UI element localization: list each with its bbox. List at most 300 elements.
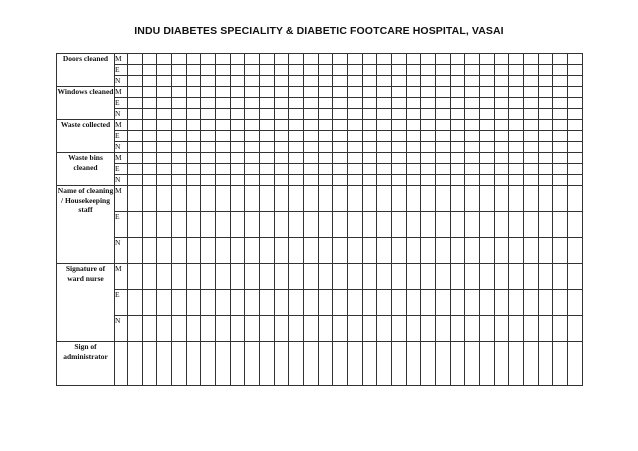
day-cell[interactable]	[568, 264, 583, 290]
day-cell[interactable]	[274, 175, 289, 186]
day-cell[interactable]	[406, 65, 421, 76]
day-cell[interactable]	[186, 290, 201, 316]
day-cell[interactable]	[553, 264, 568, 290]
day-cell[interactable]	[421, 175, 436, 186]
day-cell[interactable]	[216, 316, 231, 342]
day-cell[interactable]	[157, 186, 172, 212]
day-cell[interactable]	[377, 54, 392, 65]
day-cell[interactable]	[494, 186, 509, 212]
day-cell[interactable]	[553, 54, 568, 65]
day-cell[interactable]	[274, 290, 289, 316]
day-cell[interactable]	[318, 98, 333, 109]
day-cell[interactable]	[348, 109, 363, 120]
day-cell[interactable]	[392, 290, 407, 316]
day-cell[interactable]	[362, 87, 377, 98]
day-cell[interactable]	[348, 153, 363, 164]
day-cell[interactable]	[465, 76, 480, 87]
day-cell[interactable]	[142, 98, 157, 109]
day-cell[interactable]	[494, 264, 509, 290]
day-cell[interactable]	[450, 65, 465, 76]
day-cell[interactable]	[318, 175, 333, 186]
day-cell[interactable]	[568, 212, 583, 238]
day-cell[interactable]	[245, 65, 260, 76]
day-cell[interactable]	[568, 142, 583, 153]
day-cell[interactable]	[157, 212, 172, 238]
day-cell[interactable]	[362, 238, 377, 264]
day-cell[interactable]	[216, 54, 231, 65]
day-cell[interactable]	[406, 316, 421, 342]
day-cell[interactable]	[289, 109, 304, 120]
day-cell[interactable]	[128, 120, 143, 131]
day-cell[interactable]	[216, 164, 231, 175]
day-cell[interactable]	[509, 65, 524, 76]
day-cell[interactable]	[436, 76, 451, 87]
day-cell[interactable]	[216, 109, 231, 120]
day-cell[interactable]	[304, 131, 319, 142]
day-cell[interactable]	[362, 212, 377, 238]
day-cell[interactable]	[333, 87, 348, 98]
day-cell[interactable]	[465, 153, 480, 164]
day-cell[interactable]	[450, 142, 465, 153]
day-cell[interactable]	[553, 238, 568, 264]
day-cell[interactable]	[318, 65, 333, 76]
day-cell[interactable]	[480, 164, 495, 175]
day-cell[interactable]	[333, 153, 348, 164]
day-cell[interactable]	[186, 142, 201, 153]
day-cell[interactable]	[553, 131, 568, 142]
day-cell[interactable]	[553, 98, 568, 109]
day-cell[interactable]	[260, 109, 275, 120]
day-cell[interactable]	[142, 120, 157, 131]
day-cell[interactable]	[450, 238, 465, 264]
day-cell[interactable]	[553, 153, 568, 164]
day-cell[interactable]	[392, 109, 407, 120]
day-cell[interactable]	[142, 87, 157, 98]
day-cell[interactable]	[494, 164, 509, 175]
day-cell[interactable]	[230, 290, 245, 316]
day-cell[interactable]	[377, 131, 392, 142]
day-cell[interactable]	[392, 54, 407, 65]
day-cell[interactable]	[538, 186, 553, 212]
day-cell[interactable]	[524, 264, 539, 290]
day-cell[interactable]	[201, 131, 216, 142]
day-cell[interactable]	[494, 342, 509, 386]
day-cell[interactable]	[172, 264, 187, 290]
day-cell[interactable]	[494, 212, 509, 238]
day-cell[interactable]	[333, 290, 348, 316]
day-cell[interactable]	[568, 238, 583, 264]
day-cell[interactable]	[436, 142, 451, 153]
day-cell[interactable]	[436, 175, 451, 186]
day-cell[interactable]	[465, 142, 480, 153]
day-cell[interactable]	[245, 98, 260, 109]
day-cell[interactable]	[274, 238, 289, 264]
day-cell[interactable]	[260, 142, 275, 153]
day-cell[interactable]	[494, 153, 509, 164]
day-cell[interactable]	[318, 153, 333, 164]
day-cell[interactable]	[362, 164, 377, 175]
day-cell[interactable]	[216, 212, 231, 238]
day-cell[interactable]	[348, 290, 363, 316]
day-cell[interactable]	[260, 153, 275, 164]
day-cell[interactable]	[494, 76, 509, 87]
day-cell[interactable]	[201, 186, 216, 212]
day-cell[interactable]	[480, 153, 495, 164]
day-cell[interactable]	[157, 264, 172, 290]
day-cell[interactable]	[172, 109, 187, 120]
day-cell[interactable]	[304, 109, 319, 120]
day-cell[interactable]	[230, 120, 245, 131]
day-cell[interactable]	[377, 98, 392, 109]
day-cell[interactable]	[157, 109, 172, 120]
day-cell[interactable]	[465, 120, 480, 131]
day-cell[interactable]	[274, 54, 289, 65]
day-cell[interactable]	[348, 264, 363, 290]
day-cell[interactable]	[524, 131, 539, 142]
day-cell[interactable]	[128, 54, 143, 65]
day-cell[interactable]	[128, 153, 143, 164]
day-cell[interactable]	[509, 120, 524, 131]
day-cell[interactable]	[128, 164, 143, 175]
day-cell[interactable]	[436, 65, 451, 76]
day-cell[interactable]	[421, 290, 436, 316]
day-cell[interactable]	[186, 316, 201, 342]
day-cell[interactable]	[186, 264, 201, 290]
day-cell[interactable]	[494, 290, 509, 316]
day-cell[interactable]	[480, 316, 495, 342]
day-cell[interactable]	[186, 186, 201, 212]
day-cell[interactable]	[348, 142, 363, 153]
day-cell[interactable]	[245, 238, 260, 264]
day-cell[interactable]	[465, 164, 480, 175]
day-cell[interactable]	[538, 290, 553, 316]
day-cell[interactable]	[260, 87, 275, 98]
day-cell[interactable]	[333, 212, 348, 238]
day-cell[interactable]	[568, 98, 583, 109]
day-cell[interactable]	[172, 54, 187, 65]
day-cell[interactable]	[128, 264, 143, 290]
day-cell[interactable]	[274, 131, 289, 142]
day-cell[interactable]	[333, 175, 348, 186]
day-cell[interactable]	[509, 153, 524, 164]
day-cell[interactable]	[538, 109, 553, 120]
day-cell[interactable]	[318, 186, 333, 212]
day-cell[interactable]	[216, 98, 231, 109]
day-cell[interactable]	[142, 164, 157, 175]
day-cell[interactable]	[348, 342, 363, 386]
day-cell[interactable]	[186, 120, 201, 131]
day-cell[interactable]	[230, 142, 245, 153]
day-cell[interactable]	[480, 87, 495, 98]
day-cell[interactable]	[553, 342, 568, 386]
day-cell[interactable]	[289, 175, 304, 186]
day-cell[interactable]	[362, 264, 377, 290]
day-cell[interactable]	[245, 131, 260, 142]
day-cell[interactable]	[230, 87, 245, 98]
day-cell[interactable]	[538, 238, 553, 264]
day-cell[interactable]	[245, 186, 260, 212]
day-cell[interactable]	[406, 120, 421, 131]
day-cell[interactable]	[377, 120, 392, 131]
day-cell[interactable]	[216, 342, 231, 386]
day-cell[interactable]	[157, 175, 172, 186]
day-cell[interactable]	[465, 131, 480, 142]
day-cell[interactable]	[128, 65, 143, 76]
day-cell[interactable]	[245, 87, 260, 98]
day-cell[interactable]	[333, 316, 348, 342]
day-cell[interactable]	[348, 54, 363, 65]
day-cell[interactable]	[348, 65, 363, 76]
day-cell[interactable]	[509, 264, 524, 290]
day-cell[interactable]	[436, 98, 451, 109]
day-cell[interactable]	[450, 87, 465, 98]
day-cell[interactable]	[436, 131, 451, 142]
day-cell[interactable]	[260, 54, 275, 65]
day-cell[interactable]	[245, 142, 260, 153]
day-cell[interactable]	[568, 65, 583, 76]
day-cell[interactable]	[216, 120, 231, 131]
day-cell[interactable]	[230, 98, 245, 109]
day-cell[interactable]	[157, 65, 172, 76]
day-cell[interactable]	[186, 54, 201, 65]
day-cell[interactable]	[260, 342, 275, 386]
day-cell[interactable]	[392, 65, 407, 76]
day-cell[interactable]	[568, 120, 583, 131]
day-cell[interactable]	[304, 264, 319, 290]
day-cell[interactable]	[538, 120, 553, 131]
day-cell[interactable]	[172, 65, 187, 76]
day-cell[interactable]	[421, 87, 436, 98]
day-cell[interactable]	[436, 153, 451, 164]
day-cell[interactable]	[465, 65, 480, 76]
day-cell[interactable]	[377, 65, 392, 76]
day-cell[interactable]	[465, 264, 480, 290]
day-cell[interactable]	[186, 164, 201, 175]
day-cell[interactable]	[509, 54, 524, 65]
day-cell[interactable]	[465, 54, 480, 65]
day-cell[interactable]	[172, 186, 187, 212]
day-cell[interactable]	[480, 238, 495, 264]
day-cell[interactable]	[480, 212, 495, 238]
day-cell[interactable]	[348, 76, 363, 87]
day-cell[interactable]	[172, 76, 187, 87]
day-cell[interactable]	[553, 65, 568, 76]
day-cell[interactable]	[538, 342, 553, 386]
day-cell[interactable]	[304, 186, 319, 212]
day-cell[interactable]	[553, 87, 568, 98]
day-cell[interactable]	[480, 98, 495, 109]
day-cell[interactable]	[465, 316, 480, 342]
day-cell[interactable]	[494, 65, 509, 76]
day-cell[interactable]	[318, 290, 333, 316]
day-cell[interactable]	[142, 316, 157, 342]
day-cell[interactable]	[465, 290, 480, 316]
day-cell[interactable]	[333, 342, 348, 386]
day-cell[interactable]	[157, 342, 172, 386]
day-cell[interactable]	[348, 212, 363, 238]
day-cell[interactable]	[421, 120, 436, 131]
day-cell[interactable]	[230, 342, 245, 386]
day-cell[interactable]	[362, 76, 377, 87]
day-cell[interactable]	[406, 290, 421, 316]
day-cell[interactable]	[142, 264, 157, 290]
day-cell[interactable]	[392, 87, 407, 98]
day-cell[interactable]	[172, 342, 187, 386]
day-cell[interactable]	[289, 342, 304, 386]
day-cell[interactable]	[524, 290, 539, 316]
day-cell[interactable]	[304, 212, 319, 238]
day-cell[interactable]	[142, 65, 157, 76]
day-cell[interactable]	[494, 109, 509, 120]
day-cell[interactable]	[289, 238, 304, 264]
day-cell[interactable]	[260, 264, 275, 290]
day-cell[interactable]	[172, 290, 187, 316]
day-cell[interactable]	[538, 65, 553, 76]
day-cell[interactable]	[142, 212, 157, 238]
day-cell[interactable]	[553, 164, 568, 175]
day-cell[interactable]	[142, 238, 157, 264]
day-cell[interactable]	[274, 87, 289, 98]
day-cell[interactable]	[157, 76, 172, 87]
day-cell[interactable]	[245, 54, 260, 65]
day-cell[interactable]	[421, 316, 436, 342]
day-cell[interactable]	[274, 264, 289, 290]
day-cell[interactable]	[333, 65, 348, 76]
day-cell[interactable]	[480, 142, 495, 153]
day-cell[interactable]	[568, 316, 583, 342]
day-cell[interactable]	[186, 76, 201, 87]
day-cell[interactable]	[142, 153, 157, 164]
day-cell[interactable]	[480, 120, 495, 131]
day-cell[interactable]	[157, 54, 172, 65]
day-cell[interactable]	[362, 131, 377, 142]
day-cell[interactable]	[128, 76, 143, 87]
day-cell[interactable]	[172, 238, 187, 264]
day-cell[interactable]	[157, 153, 172, 164]
day-cell[interactable]	[524, 342, 539, 386]
day-cell[interactable]	[230, 164, 245, 175]
day-cell[interactable]	[245, 120, 260, 131]
day-cell[interactable]	[538, 316, 553, 342]
day-cell[interactable]	[524, 142, 539, 153]
day-cell[interactable]	[230, 76, 245, 87]
day-cell[interactable]	[421, 65, 436, 76]
day-cell[interactable]	[392, 153, 407, 164]
day-cell[interactable]	[362, 175, 377, 186]
day-cell[interactable]	[406, 212, 421, 238]
day-cell[interactable]	[553, 186, 568, 212]
day-cell[interactable]	[201, 290, 216, 316]
day-cell[interactable]	[465, 238, 480, 264]
day-cell[interactable]	[128, 238, 143, 264]
day-cell[interactable]	[333, 186, 348, 212]
day-cell[interactable]	[392, 186, 407, 212]
day-cell[interactable]	[509, 186, 524, 212]
day-cell[interactable]	[377, 164, 392, 175]
day-cell[interactable]	[260, 76, 275, 87]
day-cell[interactable]	[509, 175, 524, 186]
day-cell[interactable]	[318, 212, 333, 238]
day-cell[interactable]	[568, 153, 583, 164]
day-cell[interactable]	[348, 186, 363, 212]
day-cell[interactable]	[304, 76, 319, 87]
day-cell[interactable]	[142, 290, 157, 316]
day-cell[interactable]	[216, 76, 231, 87]
day-cell[interactable]	[201, 175, 216, 186]
day-cell[interactable]	[568, 290, 583, 316]
day-cell[interactable]	[450, 212, 465, 238]
day-cell[interactable]	[436, 290, 451, 316]
day-cell[interactable]	[553, 290, 568, 316]
day-cell[interactable]	[128, 186, 143, 212]
day-cell[interactable]	[142, 175, 157, 186]
day-cell[interactable]	[274, 65, 289, 76]
day-cell[interactable]	[392, 212, 407, 238]
day-cell[interactable]	[524, 109, 539, 120]
day-cell[interactable]	[568, 131, 583, 142]
day-cell[interactable]	[201, 164, 216, 175]
day-cell[interactable]	[333, 54, 348, 65]
day-cell[interactable]	[553, 175, 568, 186]
day-cell[interactable]	[201, 238, 216, 264]
day-cell[interactable]	[289, 142, 304, 153]
day-cell[interactable]	[436, 186, 451, 212]
day-cell[interactable]	[304, 316, 319, 342]
day-cell[interactable]	[333, 264, 348, 290]
day-cell[interactable]	[509, 238, 524, 264]
day-cell[interactable]	[494, 238, 509, 264]
day-cell[interactable]	[289, 153, 304, 164]
day-cell[interactable]	[465, 98, 480, 109]
day-cell[interactable]	[142, 131, 157, 142]
day-cell[interactable]	[201, 142, 216, 153]
day-cell[interactable]	[348, 316, 363, 342]
day-cell[interactable]	[436, 316, 451, 342]
day-cell[interactable]	[304, 175, 319, 186]
day-cell[interactable]	[421, 131, 436, 142]
day-cell[interactable]	[480, 54, 495, 65]
day-cell[interactable]	[348, 87, 363, 98]
day-cell[interactable]	[157, 238, 172, 264]
day-cell[interactable]	[450, 175, 465, 186]
day-cell[interactable]	[289, 264, 304, 290]
day-cell[interactable]	[333, 98, 348, 109]
day-cell[interactable]	[186, 87, 201, 98]
day-cell[interactable]	[157, 120, 172, 131]
day-cell[interactable]	[377, 175, 392, 186]
day-cell[interactable]	[186, 212, 201, 238]
day-cell[interactable]	[421, 264, 436, 290]
day-cell[interactable]	[318, 238, 333, 264]
day-cell[interactable]	[274, 316, 289, 342]
day-cell[interactable]	[421, 54, 436, 65]
day-cell[interactable]	[377, 264, 392, 290]
day-cell[interactable]	[304, 164, 319, 175]
day-cell[interactable]	[172, 87, 187, 98]
day-cell[interactable]	[362, 342, 377, 386]
day-cell[interactable]	[260, 98, 275, 109]
day-cell[interactable]	[465, 342, 480, 386]
day-cell[interactable]	[494, 142, 509, 153]
day-cell[interactable]	[289, 316, 304, 342]
day-cell[interactable]	[142, 76, 157, 87]
day-cell[interactable]	[568, 342, 583, 386]
day-cell[interactable]	[421, 76, 436, 87]
day-cell[interactable]	[362, 153, 377, 164]
day-cell[interactable]	[172, 98, 187, 109]
day-cell[interactable]	[436, 212, 451, 238]
day-cell[interactable]	[406, 342, 421, 386]
